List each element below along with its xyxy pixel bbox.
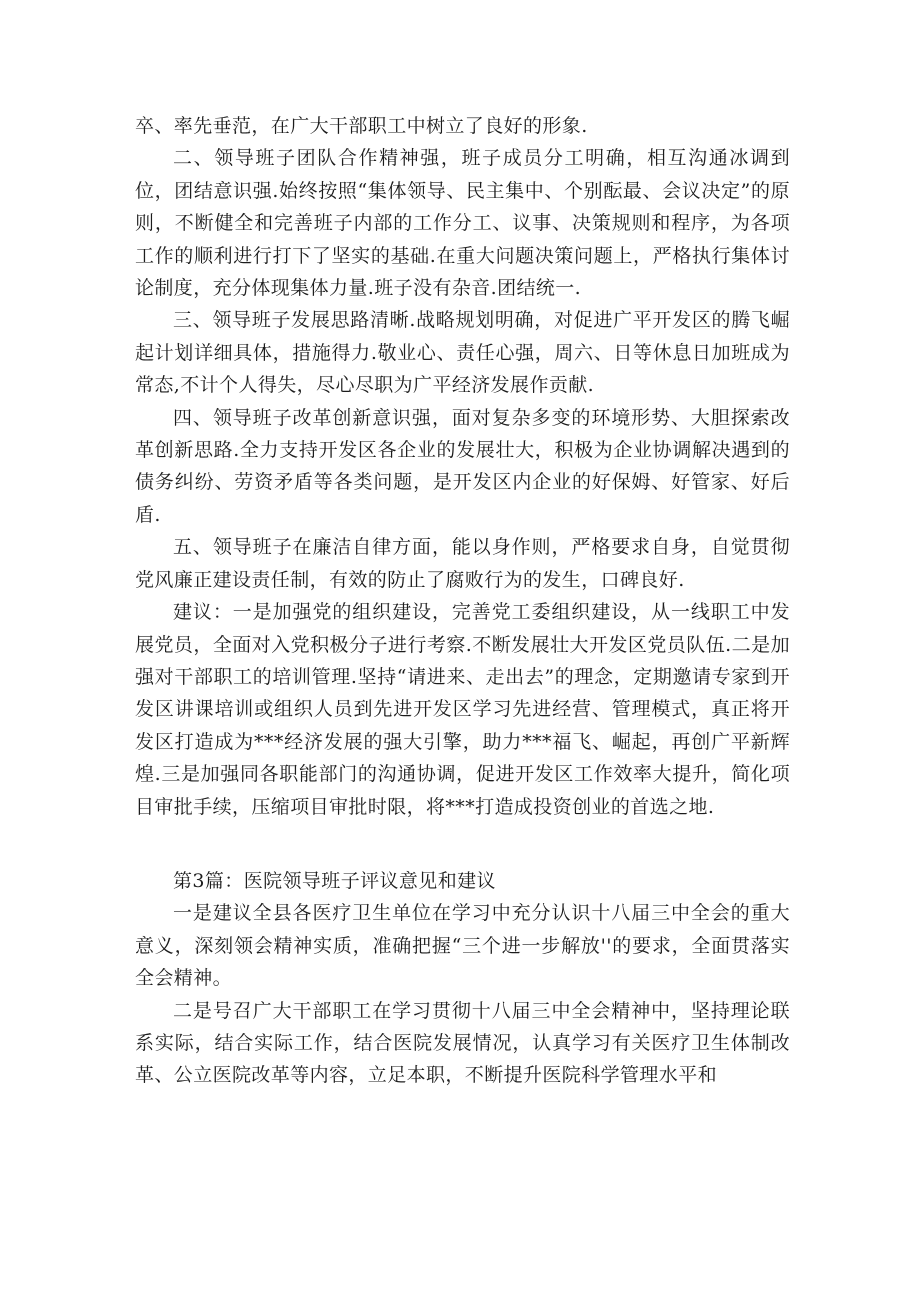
paragraph-suggestions: 建议：一是加强党的组织建设，完善党工委组织建设，从一线职工中发展党员，全面对入党积极分子进行考察.不断发展壮大开发区党员队伍.二是加强对干部职工的培训管理.坚持“请进来、走出去”的理念，定期邀请专家到开发区讲课培训或组织人员到先进开发区学习先进经营、管理模式，真正将开发区打造成为***经济发展的强大引擎，助力***福飞、崛起，再创广平新辉煌.三是加强同各职能部门的沟通协调，促进开发区工作效率大提升，简化项目审批手续，压缩项目审批时限，将***打造成投资创业的首选之地. xyxy=(135,601,790,818)
paragraph-integrity: 五、领导班子在廉洁自律方面，能以身作则，严格要求自身，自觉贯彻党风廉正建设责任制，有效的防止了腐败行为的发生，口碑良好. xyxy=(135,536,790,591)
paragraph-hospital-1: 一是建议全县各医疗卫生单位在学习中充分认识十八届三中全会的重大意义，深刻领会精神实质，准确把握“三个进一步解放''的要求，全面贯落实全会精神。 xyxy=(135,902,790,990)
paragraph-team-cooperation: 二、领导班子团队合作精神强，班子成员分工明确，相互沟通冰调到位，团结意识强.始终按照“集体领导、民主集中、个别酝最、会议决定”的原则，不断健全和完善班子内部的工作分工、议事、决策规则和程序，为各项工作的顺利进行打下了坚实的基础.在重大问题决策问题上，严格执行集体讨论制度，充分体现集体力量.班子没有杂音.团结统一. xyxy=(135,147,790,300)
section-heading: 第3篇：医院领导班子评议意见和建议 xyxy=(173,869,496,892)
paragraph-reform-innovation: 四、领导班子改革创新意识强，面对复杂多变的环境形势、大胆探索改革创新思路.全力支持开发区各企业的发展壮大，积极为企业协调解决遇到的债务纠纷、劳资矛盾等各类问题，是开发区内企业的好保姆、好管家、好后盾. xyxy=(135,406,790,526)
paragraph-hospital-2: 二是号召广大干部职工在学习贯彻十八届三中全会精神中，坚持理论联系实际，结合实际工作，结合医院发展情况，认真学习有关医疗卫生体制改革、公立医院改革等内容，立足本职，不断提升医院科学管理水平和 xyxy=(135,999,790,1087)
section-spacer xyxy=(135,823,790,865)
paragraph-development-ideas: 三、领导班子发展思路清晰.战略规划明确，对促进广平开发区的腾飞崛起计划详细具体，措施得力.敬业心、责任心强，周六、日等休息日加班成为常态,不计个人得失，尽心尽职为广平经济发展作贡献. xyxy=(135,309,790,397)
continued-paragraph: 卒、率先垂范，在广大干部职工中树立了良好的形象. xyxy=(135,115,588,137)
document-body xyxy=(135,110,790,1092)
